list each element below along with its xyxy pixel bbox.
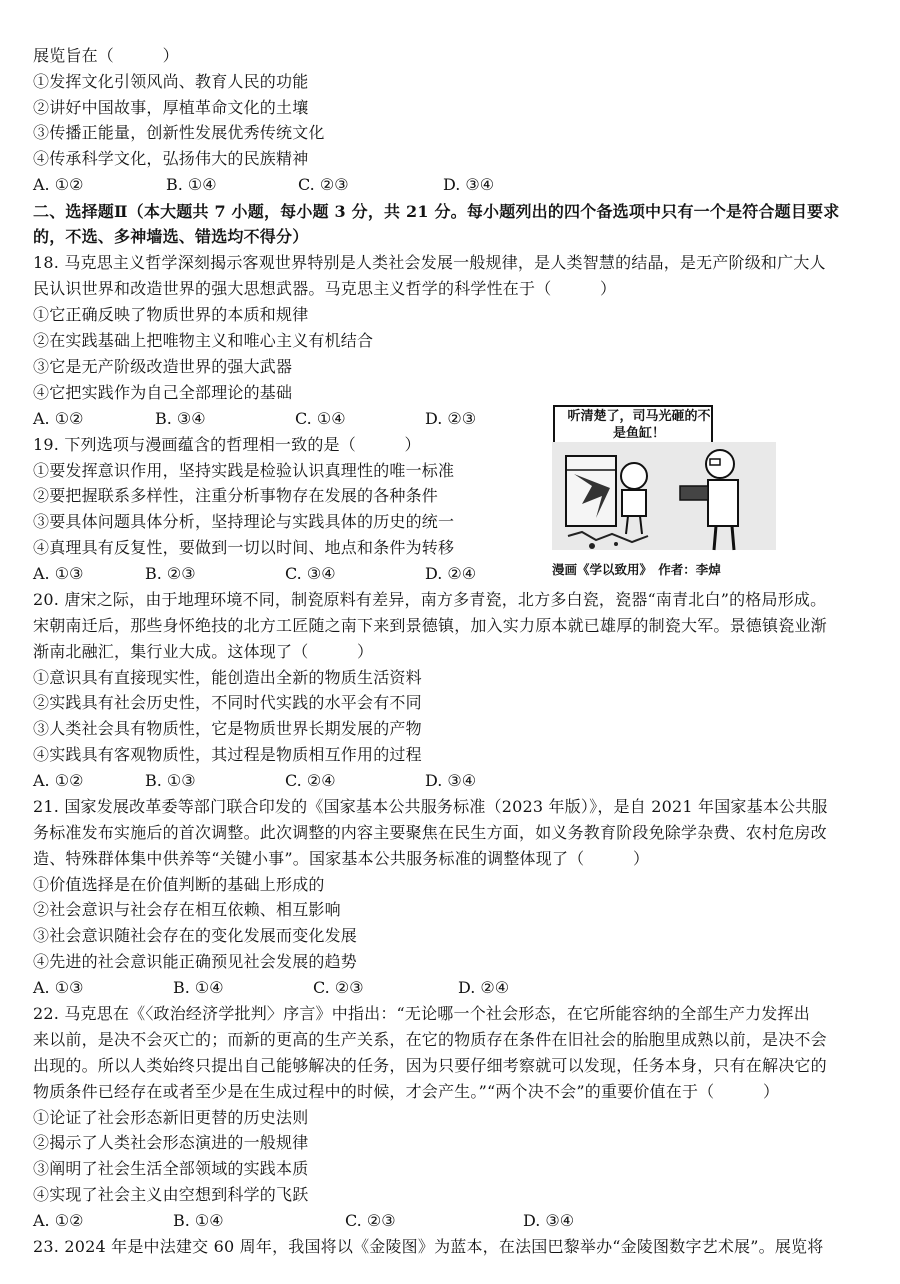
- q19-stem: 19. 下列选项与漫画蕴含的哲理相一致的是（ ）: [33, 435, 421, 454]
- choice-item: ①意识具有直接现实性，能创造出全新的物质生活资料: [33, 668, 422, 687]
- option-a: A. ①③: [33, 564, 84, 583]
- q22-stem: 22. 马克思在《〈政治经济学批判〉序言》中指出：“无论哪一个社会形态，在它所能容纳的全部生产力发挥出: [33, 1004, 810, 1023]
- choice-item: ①论证了社会形态新旧更替的历史法则: [33, 1108, 309, 1127]
- option-d: D. ③④: [425, 771, 477, 790]
- cartoon-speech-bubble: 听清楚了，司马光砸的不是鱼缸！: [567, 409, 711, 441]
- choice-item: ①它正确反映了物质世界的本质和规律: [33, 305, 309, 324]
- choice-item: ②实践具有社会历史性，不同时代实践的水平会有不同: [33, 693, 422, 712]
- option-b: B. ①③: [145, 771, 196, 790]
- choice-item: ②讲好中国故事，厚植革命文化的土壤: [33, 98, 309, 117]
- option-b: B. ①④: [166, 175, 217, 194]
- choice-item: ③要具体问题具体分析，坚持理论与实践具体的历史的统一: [33, 512, 455, 531]
- option-c: C. ①④: [295, 409, 346, 428]
- choice-item: ①发挥文化引领风尚、教育人民的功能: [33, 72, 309, 91]
- choice-item: ②社会意识与社会存在相互依赖、相互影响: [33, 900, 341, 919]
- q21-stem-cont: 造、特殊群体集中供养等“关键小事”。国家基本公共服务标准的调整体现了（ ）: [33, 849, 650, 868]
- choice-item: ①价值选择是在价值判断的基础上形成的: [33, 875, 325, 894]
- option-c: C. ②③: [313, 978, 364, 997]
- option-b: B. ①④: [173, 978, 224, 997]
- option-b: B. ①④: [173, 1211, 224, 1230]
- option-a: A. ①②: [33, 175, 84, 194]
- q20-stem: 20. 唐宋之际，由于地理环境不同，制瓷原料有差异，南方多青瓷，北方多白瓷，瓷器“南青北白”的格局形成。: [33, 590, 827, 609]
- question-stem-tail: 展览旨在（ ）: [33, 46, 179, 65]
- q18-stem-cont: 民认识世界和改造世界的强大思想武器。马克思主义哲学的科学性在于（ ）: [33, 279, 617, 298]
- option-d: D. ②④: [458, 978, 510, 997]
- q22-stem-cont: 出现的。所以人类始终只提出自己能够解决的任务，因为只要仔细考察就可以发现，任务本身，只有在解决它的: [33, 1056, 827, 1075]
- section-header: 二、选择题Ⅱ（本大题共 7 小题，每小题 3 分，共 21 分。每小题列出的四个备选项中只有一个是符合题目要求: [33, 202, 840, 221]
- q22-stem-cont: 物质条件已经存在或者至少是在生成过程中的时候，才会产生。”“两个决不会”的重要价值在于（ ）: [33, 1082, 780, 1101]
- q20-stem-cont: 渐南北融汇，集行业大成。这体现了（ ）: [33, 642, 374, 661]
- option-c: C. ③④: [285, 564, 336, 583]
- choice-item: ④它把实践作为自己全部理论的基础: [33, 383, 293, 402]
- q20-stem-cont: 宋朝南迁后，那些身怀绝技的北方工匠随之南下来到景德镇，加入实力原本就已雄厚的制瓷大军。景德镇瓷业渐: [33, 616, 827, 635]
- choice-item: ②在实践基础上把唯物主义和唯心主义有机结合: [33, 331, 374, 350]
- option-b: B. ③④: [155, 409, 206, 428]
- choice-item: ④先进的社会意识能正确预见社会发展的趋势: [33, 952, 358, 971]
- section-header-cont: 的，不选、多神墙选、错选均不得分）: [33, 227, 309, 246]
- choice-item: ③人类社会具有物质性，它是物质世界长期发展的产物: [33, 719, 422, 738]
- option-c: C. ②④: [285, 771, 336, 790]
- choice-item: ③阐明了社会生活全部领域的实践本质: [33, 1159, 309, 1178]
- cartoon-caption: 漫画《学以致用》 作者：李焯: [552, 562, 721, 577]
- option-c: C. ②③: [298, 175, 349, 194]
- option-a: A. ①③: [33, 978, 84, 997]
- q18-stem: 18. 马克思主义哲学深刻揭示客观世界特别是人类社会发展一般规律，是人类智慧的结晶，是无产阶级和广大人: [33, 253, 826, 272]
- choice-item: ④真理具有反复性，要做到一切以时间、地点和条件为转移: [33, 538, 455, 557]
- option-a: A. ①②: [33, 1211, 84, 1230]
- choice-item: ④传承科学文化，弘扬伟大的民族精神: [33, 149, 309, 168]
- choice-item: ④实现了社会主义由空想到科学的飞跃: [33, 1185, 309, 1204]
- q23-stem: 23. 2024 年是中法建交 60 周年，我国将以《金陵图》为蓝本，在法国巴黎举办“金陵图数字艺术展”。展览将: [33, 1237, 824, 1256]
- choice-item: ④实践具有客观物质性，其过程是物质相互作用的过程: [33, 745, 422, 764]
- q22-stem-cont: 来以前，是决不会灭亡的；而新的更高的生产关系，在它的物质存在条件在旧社会的胎胞里成熟以前，是决不会: [33, 1030, 827, 1049]
- option-d: D. ②③: [425, 409, 477, 428]
- option-a: A. ①②: [33, 409, 84, 428]
- choice-item: ①要发挥意识作用，坚持实践是检验认识真理性的唯一标准: [33, 461, 455, 480]
- q21-stem: 21. 国家发展改革委等部门联合印发的《国家基本公共服务标准（2023 年版）》，是自 2021 年国家基本公共服: [33, 797, 828, 816]
- choice-item: ③社会意识随社会存在的变化发展而变化发展: [33, 926, 358, 945]
- option-d: D. ③④: [443, 175, 495, 194]
- option-d: D. ②④: [425, 564, 477, 583]
- choice-item: ③传播正能量，创新性发展优秀传统文化: [33, 123, 325, 142]
- cartoon-figure: [552, 404, 776, 582]
- choice-item: ③它是无产阶级改造世界的强大武器: [33, 357, 293, 376]
- q21-stem-cont: 务标准发布实施后的首次调整。此次调整的内容主要聚焦在民生方面，如义务教育阶段免除学杂费、农村危房改: [33, 823, 827, 842]
- option-b: B. ②③: [145, 564, 196, 583]
- option-c: C. ②③: [345, 1211, 396, 1230]
- option-a: A. ①②: [33, 771, 84, 790]
- choice-item: ②揭示了人类社会形态演进的一般规律: [33, 1133, 309, 1152]
- option-d: D. ③④: [523, 1211, 575, 1230]
- choice-item: ②要把握联系多样性，注重分析事物存在发展的各种条件: [33, 486, 439, 505]
